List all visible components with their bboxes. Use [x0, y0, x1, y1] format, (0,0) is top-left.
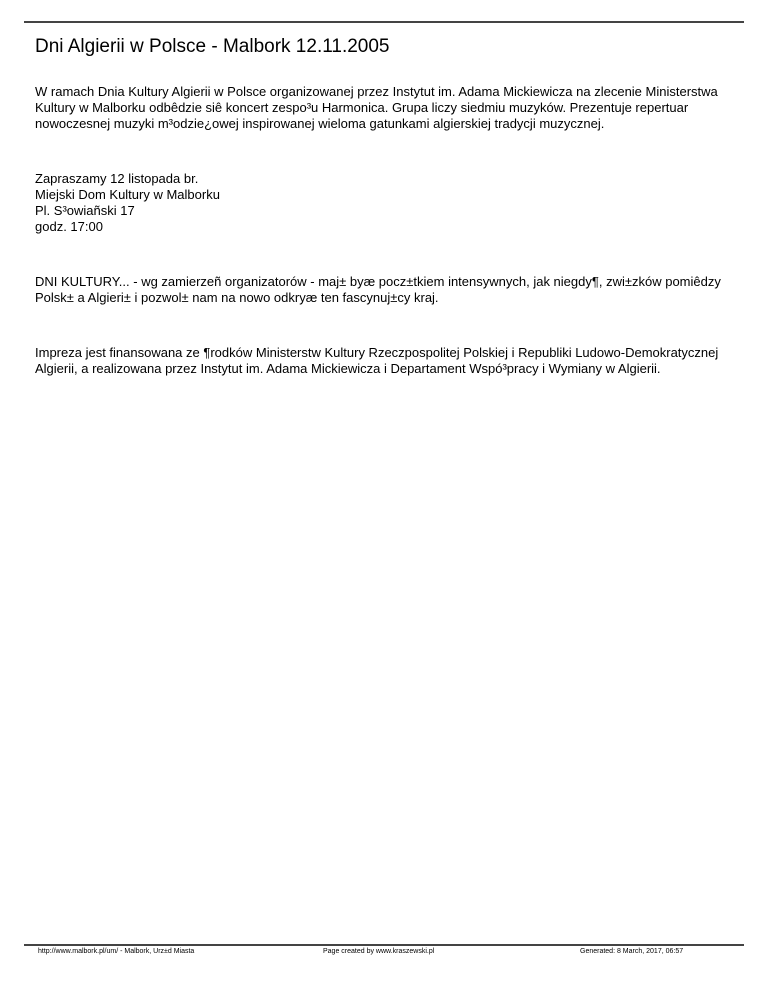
footer-generated-date: Generated: 8 March, 2017, 06:57: [580, 948, 684, 955]
invitation-venue: Miejski Dom Kultury w Malborku: [35, 187, 220, 202]
footer-source-link[interactable]: http://www.malbork.pl/um/ - Malbork, Urz±d Miasta: [38, 948, 195, 955]
intro-paragraph: W ramach Dnia Kultury Algierii w Polsce organizowanej przez Instytut im. Adama Mickiewicza na zlecenie Ministerstwa Kultury w Malborku odbêdzie siê koncert zespo³u Harmonica. Grupa liczy siedmiu muzyków. Prezentuje repertuar nowoczesnej muzyki m³odzie¿owej inspirowanej wieloma gatunkami algierskiej tradycji muzycznej.: [35, 84, 718, 131]
footer-created-by: Page created by www.kraszewski.pl: [323, 948, 435, 955]
article-body: [35, 84, 740, 416]
funding-paragraph: Impreza jest finansowana ze ¶rodków Ministerstw Kultury Rzeczpospolitej Polskiej i Republiki Ludowo-Demokratycznej Algierii, a realizowana przez Instytut im. Adama Mickiewicza i Departament Wspó³pracy i Wymiany w Algierii.: [35, 345, 719, 376]
invitation-block: [35, 171, 740, 235]
invitation-address: Pl. S³owiañski 17: [35, 203, 135, 218]
invitation-date: Zapraszamy 12 listopada br.: [35, 171, 199, 186]
footer-divider: [24, 944, 744, 946]
top-divider: [24, 21, 744, 23]
days-paragraph: DNI KULTURY... - wg zamierzeñ organizatorów - maj± byæ pocz±tkiem intensywnych, jak niegdy¶, zwi±zków pomiêdzy Polsk± a Algieri± i pozwol± nam na nowo odkryæ ten fascynuj±cy kraj.: [35, 274, 721, 305]
invitation-time: godz. 17:00: [35, 219, 103, 234]
page-title: Dni Algierii w Polsce - Malbork 12.11.2005: [35, 36, 390, 57]
